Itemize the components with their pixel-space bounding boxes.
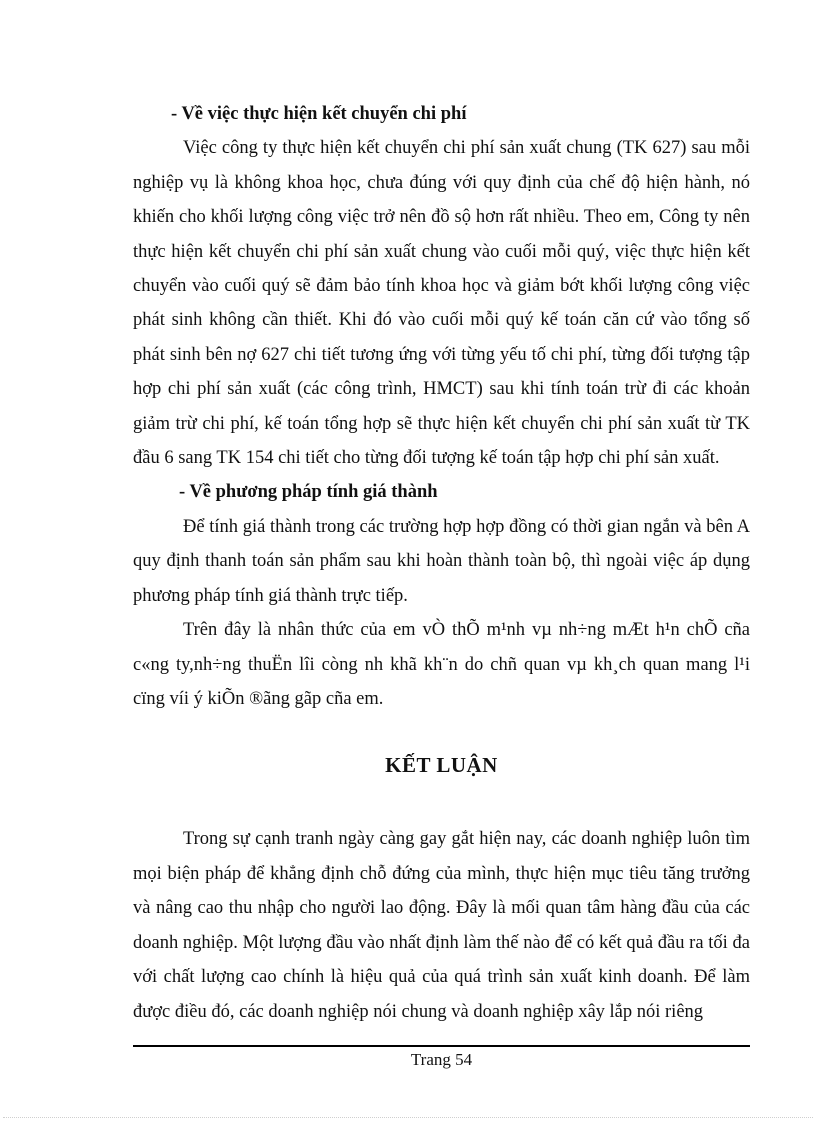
heading-cost-transfer: - Về việc thực hiện kết chuyển chi phí: [171, 104, 467, 124]
page-number: Trang 54: [410, 1050, 473, 1069]
main-body: [133, 97, 750, 716]
footer-divider: [133, 1045, 750, 1047]
conclusion-body: [133, 822, 750, 1030]
page-bottom-border: [3, 1117, 813, 1118]
paragraph-cost-transfer: Việc công ty thực hiện kết chuyển chi phí sản xuất chung (TK 627) sau mỗi nghiệp vụ là không khoa học, chưa đúng với quy định của chế độ hiện hành, nó khiến cho khối lượng công việc trở nên đồ sộ hơn rất nhiều. Theo em, Công ty nên thực hiện kết chuyển chi phí sản xuất chung vào cuối mỗi quý, việc thực hiện kết chuyển vào cuối quý sẽ đảm bảo tính khoa học và giảm bớt khối lượng công việc phát sinh không cần thiết. Khi đó vào cuối mỗi quý kế toán căn cứ vào tổng số phát sinh bên nợ 627 chi tiết tương ứng với từng yếu tố chi phí, từng đối tượng tập hợp chi phí sản xuất (các công trình, HMCT) sau khi tính toán trừ đi các khoản giảm trừ chi phí, kế toán tổng hợp sẽ thực hiện kết chuyển chi phí sản xuất từ TK đầu 6 sang TK 154 chi tiết cho từng đối tượng kế toán tập hợp chi phí sản xuất.: [133, 138, 750, 469]
paragraph-closing-remarks: Trên đây là nhân thức của em vÒ thÕ m¹nh vµ nh÷ng mÆt h¹n chÕ cña c«ng ty,nh÷ng thuËn lîi còng nh khã kh¨n do chñ quan vµ kh¸ch quan mang l¹i cïng víi ý kiÕn ®ãng gãp cña em.: [133, 620, 750, 709]
paragraph-costing-method: Để tính giá thành trong các trường hợp hợp đồng có thời gian ngắn và bên A quy định thanh toán sản phẩm sau khi hoàn thành toàn bộ, thì ngoài việc áp dụng phương pháp tính giá thành trực tiếp.: [133, 516, 750, 606]
paragraph-conclusion: Trong sự cạnh tranh ngày càng gay gắt hiện nay, các doanh nghiệp luôn tìm mọi biện pháp để khẳng định chỗ đứng của mình, thực hiện mục tiêu tăng trưởng và nâng cao thu nhập cho người lao động. Đây là mối quan tâm hàng đầu của các doanh nghiệp. Một lượng đầu vào nhất định làm thế nào để có kết quả đầu ra tối đa với chất lượng cao chính là hiệu quả của quá trình sản xuất kinh doanh. Để làm được điều đó, các doanh nghiệp nói chung và doanh nghiệp xây lắp nói riêng: [133, 829, 750, 1022]
conclusion-title: KẾT LUẬN: [385, 753, 498, 777]
heading-costing-method: - Về phương pháp tính giá thành: [179, 482, 438, 503]
